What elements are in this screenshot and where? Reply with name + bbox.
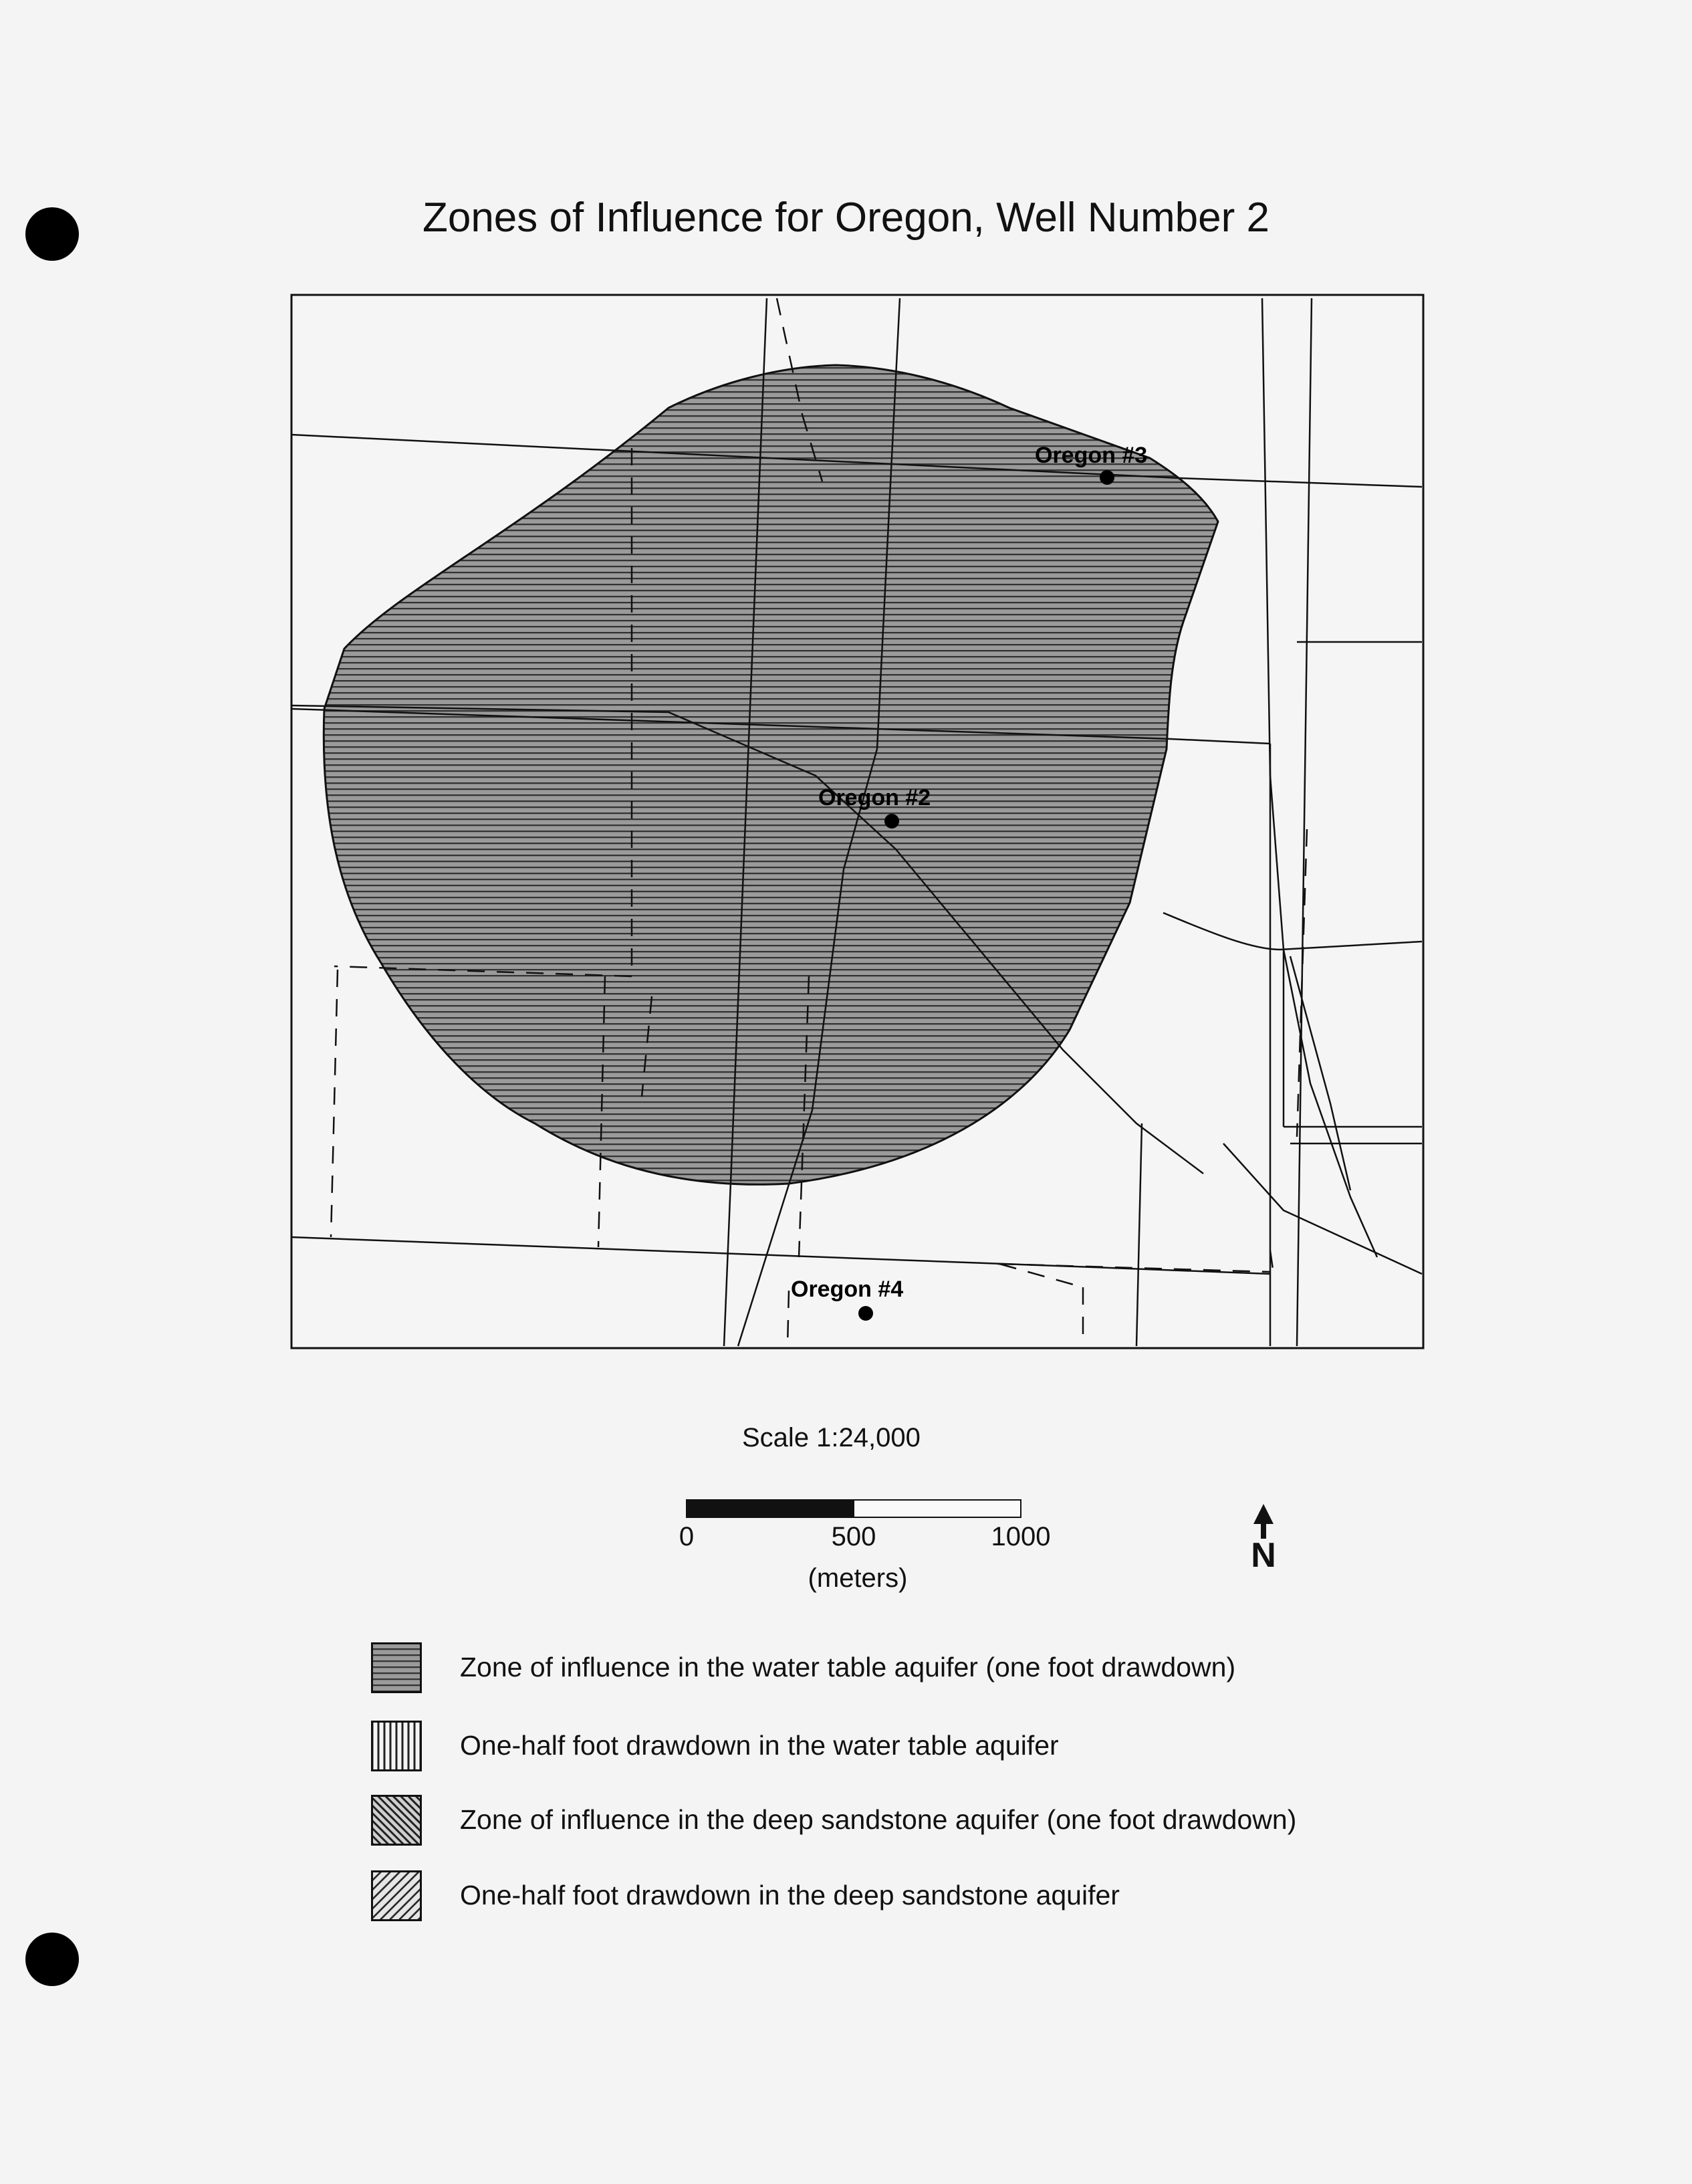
scale-units: (meters)	[808, 1563, 908, 1593]
legend-item-water-table-one-foot	[371, 1642, 1441, 1695]
legend-swatch-vertical-lines	[371, 1721, 422, 1771]
map-title: Zones of Influence for Oregon, Well Number 2	[422, 195, 1270, 241]
well-oregon-2-label: Oregon #2	[818, 785, 931, 810]
legend-label: Zone of influence in the water table aquifer (one foot drawdown)	[460, 1652, 1236, 1682]
well-oregon-3-marker	[1100, 470, 1114, 485]
scale-tick-500: 500	[831, 1522, 876, 1551]
north-arrow-icon	[1240, 1501, 1287, 1575]
legend-item-sandstone-half-foot	[371, 1870, 1441, 1923]
legend-item-sandstone-one-foot	[371, 1795, 1441, 1847]
well-oregon-4-label: Oregon #4	[791, 1277, 904, 1302]
scale-bar-dark	[687, 1500, 854, 1517]
well-oregon-4-marker	[858, 1306, 873, 1321]
legend-swatch-diagonal	[371, 1870, 422, 1921]
scale-tick-1000: 1000	[991, 1522, 1051, 1551]
legend-swatch-diagonal-dense	[371, 1795, 422, 1846]
scale-bar-light	[854, 1500, 1021, 1517]
legend-item-water-table-half-foot	[371, 1721, 1441, 1773]
legend-swatch-horizontal-lines	[371, 1642, 422, 1693]
well-oregon-2-marker	[884, 814, 899, 829]
north-arrow-label: N	[1251, 1536, 1276, 1575]
well-oregon-3-label: Oregon #3	[1035, 443, 1148, 468]
scale-tick-0: 0	[679, 1522, 695, 1551]
legend-label: One-half foot drawdown in the deep sandstone aquifer	[460, 1880, 1120, 1910]
legend-label: Zone of influence in the deep sandstone aquifer (one foot drawdown)	[460, 1804, 1297, 1835]
scale-title: Scale 1:24,000	[742, 1423, 921, 1452]
legend-label: One-half foot drawdown in the water table aquifer	[460, 1730, 1059, 1761]
